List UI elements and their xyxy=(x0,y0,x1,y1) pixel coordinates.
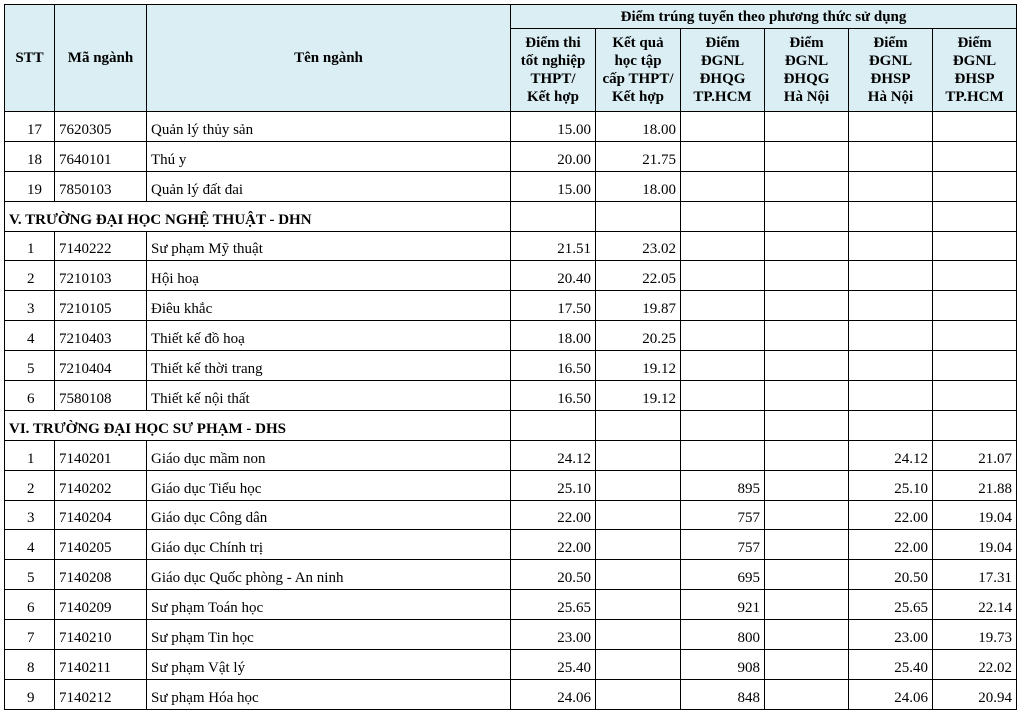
header-method-line: Kết quả xyxy=(612,35,664,51)
ma-nganh-cell: 7620305 xyxy=(55,112,147,142)
section-empty-cell xyxy=(849,201,933,231)
score-cell xyxy=(765,620,849,650)
ten-nganh-cell: Hội hoạ xyxy=(147,261,511,291)
stt-cell: 2 xyxy=(5,261,55,291)
score-cell: 20.25 xyxy=(596,321,681,351)
table-row xyxy=(5,500,1017,530)
score-cell: 24.12 xyxy=(849,440,933,470)
header-method-4 xyxy=(765,29,849,112)
score-cell: 695 xyxy=(681,560,765,590)
score-cell: 19.73 xyxy=(933,620,1017,650)
score-cell xyxy=(765,440,849,470)
score-cell xyxy=(765,351,849,381)
score-cell: 22.00 xyxy=(511,530,596,560)
ma-nganh-cell: 7580108 xyxy=(55,381,147,411)
table-row xyxy=(5,141,1017,171)
score-cell xyxy=(765,261,849,291)
score-cell: 21.88 xyxy=(933,470,1017,500)
stt-cell: 9 xyxy=(5,679,55,709)
score-cell xyxy=(933,291,1017,321)
score-cell xyxy=(681,171,765,201)
ma-nganh-cell: 7140201 xyxy=(55,440,147,470)
score-cell: 757 xyxy=(681,500,765,530)
header-method-2 xyxy=(596,29,681,112)
table-row xyxy=(5,321,1017,351)
stt-cell: 1 xyxy=(5,440,55,470)
score-cell xyxy=(596,679,681,709)
table-row xyxy=(5,560,1017,590)
table-row xyxy=(5,679,1017,709)
ten-nganh-cell: Giáo dục Tiểu học xyxy=(147,470,511,500)
section-empty-cell xyxy=(681,201,765,231)
score-cell xyxy=(849,141,933,171)
table-row xyxy=(5,351,1017,381)
score-cell: 25.65 xyxy=(511,590,596,620)
section-title: VI. TRƯỜNG ĐẠI HỌC SƯ PHẠM - DHS xyxy=(5,410,511,440)
table-row xyxy=(5,470,1017,500)
ma-nganh-cell: 7140212 xyxy=(55,679,147,709)
score-cell xyxy=(681,381,765,411)
score-cell xyxy=(849,381,933,411)
score-cell xyxy=(765,530,849,560)
stt-cell: 19 xyxy=(5,171,55,201)
ten-nganh-cell: Sư phạm Toán học xyxy=(147,590,511,620)
header-method-line: Điểm thi xyxy=(525,35,581,51)
header-method-line: ĐGNL xyxy=(868,53,913,69)
section-row xyxy=(5,201,1017,231)
score-cell: 15.00 xyxy=(511,112,596,142)
header-method-line: ĐHQG xyxy=(783,71,830,87)
section-title: V. TRƯỜNG ĐẠI HỌC NGHỆ THUẬT - DHN xyxy=(5,201,511,231)
ma-nganh-cell: 7210103 xyxy=(55,261,147,291)
score-cell xyxy=(765,470,849,500)
admission-scores-table xyxy=(4,4,1017,710)
score-cell: 757 xyxy=(681,530,765,560)
score-cell: 19.04 xyxy=(933,500,1017,530)
score-cell: 19.12 xyxy=(596,381,681,411)
header-ma-nganh: Mã ngành xyxy=(55,5,147,112)
header-method-line: Điểm xyxy=(705,35,740,51)
score-cell xyxy=(596,650,681,680)
score-cell: 16.50 xyxy=(511,381,596,411)
score-cell xyxy=(849,112,933,142)
score-cell xyxy=(681,261,765,291)
header-ten-nganh: Tên ngành xyxy=(147,5,511,112)
score-cell xyxy=(849,261,933,291)
score-cell xyxy=(849,171,933,201)
score-cell xyxy=(681,141,765,171)
score-cell: 25.40 xyxy=(511,650,596,680)
score-cell xyxy=(596,530,681,560)
header-method-line: Điểm xyxy=(957,35,992,51)
ma-nganh-cell: 7140210 xyxy=(55,620,147,650)
score-cell: 20.00 xyxy=(511,141,596,171)
section-empty-cell xyxy=(511,410,596,440)
header-method-line: Hà Nội xyxy=(867,89,914,105)
section-row xyxy=(5,410,1017,440)
ten-nganh-cell: Thú y xyxy=(147,141,511,171)
score-cell xyxy=(765,679,849,709)
table-row xyxy=(5,620,1017,650)
stt-cell: 4 xyxy=(5,530,55,560)
score-cell: 18.00 xyxy=(596,171,681,201)
table-row xyxy=(5,381,1017,411)
ma-nganh-cell: 7140211 xyxy=(55,650,147,680)
header-method-line: Hà Nội xyxy=(783,89,830,105)
ten-nganh-cell: Thiết kế thời trang xyxy=(147,351,511,381)
score-cell: 23.02 xyxy=(596,231,681,261)
score-cell xyxy=(681,351,765,381)
table-row xyxy=(5,590,1017,620)
score-cell: 19.12 xyxy=(596,351,681,381)
ten-nganh-cell: Sư phạm Mỹ thuật xyxy=(147,231,511,261)
score-cell xyxy=(765,171,849,201)
table-row xyxy=(5,171,1017,201)
score-cell xyxy=(933,141,1017,171)
score-cell: 18.00 xyxy=(511,321,596,351)
ten-nganh-cell: Sư phạm Vật lý xyxy=(147,650,511,680)
ten-nganh-cell: Điêu khắc xyxy=(147,291,511,321)
table-row xyxy=(5,291,1017,321)
score-cell: 908 xyxy=(681,650,765,680)
score-cell xyxy=(765,560,849,590)
score-cell: 25.10 xyxy=(511,470,596,500)
score-cell: 25.40 xyxy=(849,650,933,680)
score-cell: 22.00 xyxy=(849,500,933,530)
score-cell: 21.07 xyxy=(933,440,1017,470)
score-cell xyxy=(849,291,933,321)
header-method-5 xyxy=(849,29,933,112)
stt-cell: 1 xyxy=(5,231,55,261)
table-row xyxy=(5,530,1017,560)
score-cell xyxy=(765,231,849,261)
section-empty-cell xyxy=(765,410,849,440)
header-method-line: ĐHSP xyxy=(954,71,995,87)
header-method-line: cấp THPT/ xyxy=(602,71,674,87)
score-cell xyxy=(596,440,681,470)
score-cell: 17.50 xyxy=(511,291,596,321)
header-method-line: THPT/ xyxy=(530,71,576,87)
ma-nganh-cell: 7140209 xyxy=(55,590,147,620)
ten-nganh-cell: Giáo dục Quốc phòng - An ninh xyxy=(147,560,511,590)
score-cell: 21.75 xyxy=(596,141,681,171)
header-method-line: tốt nghiệp xyxy=(520,53,586,69)
ma-nganh-cell: 7210404 xyxy=(55,351,147,381)
section-empty-cell xyxy=(681,410,765,440)
score-cell: 17.31 xyxy=(933,560,1017,590)
ma-nganh-cell: 7140222 xyxy=(55,231,147,261)
score-cell: 18.00 xyxy=(596,112,681,142)
score-cell: 21.51 xyxy=(511,231,596,261)
score-cell xyxy=(681,291,765,321)
score-cell: 20.50 xyxy=(849,560,933,590)
score-cell: 20.50 xyxy=(511,560,596,590)
score-cell: 20.40 xyxy=(511,261,596,291)
section-empty-cell xyxy=(765,201,849,231)
score-cell xyxy=(933,381,1017,411)
score-cell: 22.02 xyxy=(933,650,1017,680)
score-cell xyxy=(596,500,681,530)
score-cell xyxy=(765,590,849,620)
section-empty-cell xyxy=(596,410,681,440)
score-cell: 16.50 xyxy=(511,351,596,381)
score-cell xyxy=(849,231,933,261)
score-cell: 24.06 xyxy=(511,679,596,709)
header-method-line: ĐGNL xyxy=(700,53,745,69)
table-row xyxy=(5,112,1017,142)
ma-nganh-cell: 7140202 xyxy=(55,470,147,500)
score-cell xyxy=(596,560,681,590)
header-stt: STT xyxy=(5,5,55,112)
stt-cell: 4 xyxy=(5,321,55,351)
score-cell xyxy=(849,321,933,351)
header-score-group: Điểm trúng tuyển theo phương thức sử dụng xyxy=(511,5,1017,29)
score-cell xyxy=(933,171,1017,201)
score-cell: 24.12 xyxy=(511,440,596,470)
score-cell: 22.00 xyxy=(511,500,596,530)
ten-nganh-cell: Sư phạm Hóa học xyxy=(147,679,511,709)
ten-nganh-cell: Thiết kế nội thất xyxy=(147,381,511,411)
section-empty-cell xyxy=(511,201,596,231)
score-cell xyxy=(596,620,681,650)
score-cell xyxy=(596,470,681,500)
ten-nganh-cell: Giáo dục mầm non xyxy=(147,440,511,470)
score-cell xyxy=(681,231,765,261)
score-cell xyxy=(933,231,1017,261)
score-cell xyxy=(596,590,681,620)
ten-nganh-cell: Quản lý đất đai xyxy=(147,171,511,201)
stt-cell: 6 xyxy=(5,590,55,620)
score-cell: 921 xyxy=(681,590,765,620)
header-method-line: ĐGNL xyxy=(952,53,997,69)
header-method-1 xyxy=(511,29,596,112)
score-cell: 22.05 xyxy=(596,261,681,291)
header-method-line: TP.HCM xyxy=(945,89,1004,105)
header-method-line: TP.HCM xyxy=(693,89,752,105)
score-cell: 895 xyxy=(681,470,765,500)
ten-nganh-cell: Sư phạm Tin học xyxy=(147,620,511,650)
header-method-6 xyxy=(933,29,1017,112)
score-cell xyxy=(765,112,849,142)
score-cell xyxy=(933,351,1017,381)
header-method-line: Kết hợp xyxy=(526,89,580,105)
ten-nganh-cell: Thiết kế đồ hoạ xyxy=(147,321,511,351)
section-empty-cell xyxy=(849,410,933,440)
score-cell: 25.65 xyxy=(849,590,933,620)
table-row xyxy=(5,231,1017,261)
score-cell: 800 xyxy=(681,620,765,650)
score-cell xyxy=(933,112,1017,142)
stt-cell: 7 xyxy=(5,620,55,650)
stt-cell: 6 xyxy=(5,381,55,411)
stt-cell: 5 xyxy=(5,560,55,590)
header-method-3 xyxy=(681,29,765,112)
score-cell xyxy=(681,321,765,351)
score-cell xyxy=(933,321,1017,351)
score-cell xyxy=(681,440,765,470)
ten-nganh-cell: Giáo dục Công dân xyxy=(147,500,511,530)
ma-nganh-cell: 7850103 xyxy=(55,171,147,201)
score-cell xyxy=(765,321,849,351)
score-cell xyxy=(765,141,849,171)
header-method-line: Điểm xyxy=(873,35,908,51)
score-cell: 23.00 xyxy=(849,620,933,650)
header-method-line: ĐGNL xyxy=(784,53,829,69)
stt-cell: 17 xyxy=(5,112,55,142)
stt-cell: 18 xyxy=(5,141,55,171)
ma-nganh-cell: 7640101 xyxy=(55,141,147,171)
stt-cell: 2 xyxy=(5,470,55,500)
score-cell: 20.94 xyxy=(933,679,1017,709)
score-cell xyxy=(681,112,765,142)
ma-nganh-cell: 7210105 xyxy=(55,291,147,321)
ma-nganh-cell: 7140208 xyxy=(55,560,147,590)
score-cell xyxy=(765,381,849,411)
header-method-line: Điểm xyxy=(789,35,824,51)
score-cell: 19.87 xyxy=(596,291,681,321)
stt-cell: 8 xyxy=(5,650,55,680)
score-cell: 22.00 xyxy=(849,530,933,560)
score-cell: 848 xyxy=(681,679,765,709)
table-row xyxy=(5,261,1017,291)
header-method-line: học tập xyxy=(614,53,662,69)
table-row xyxy=(5,440,1017,470)
section-empty-cell xyxy=(596,201,681,231)
score-cell: 23.00 xyxy=(511,620,596,650)
ma-nganh-cell: 7210403 xyxy=(55,321,147,351)
score-cell xyxy=(765,291,849,321)
section-empty-cell xyxy=(933,201,1017,231)
header-method-line: ĐHSP xyxy=(870,71,911,87)
score-cell: 19.04 xyxy=(933,530,1017,560)
score-cell: 24.06 xyxy=(849,679,933,709)
score-cell: 25.10 xyxy=(849,470,933,500)
header-method-line: ĐHQG xyxy=(699,71,746,87)
ma-nganh-cell: 7140204 xyxy=(55,500,147,530)
table-row xyxy=(5,650,1017,680)
ten-nganh-cell: Quản lý thủy sản xyxy=(147,112,511,142)
score-cell xyxy=(765,650,849,680)
stt-cell: 3 xyxy=(5,291,55,321)
score-cell xyxy=(933,261,1017,291)
stt-cell: 3 xyxy=(5,500,55,530)
score-cell xyxy=(765,500,849,530)
score-cell: 15.00 xyxy=(511,171,596,201)
stt-cell: 5 xyxy=(5,351,55,381)
score-cell xyxy=(849,351,933,381)
ten-nganh-cell: Giáo dục Chính trị xyxy=(147,530,511,560)
ma-nganh-cell: 7140205 xyxy=(55,530,147,560)
header-method-line: Kết hợp xyxy=(611,89,665,105)
score-cell: 22.14 xyxy=(933,590,1017,620)
section-empty-cell xyxy=(933,410,1017,440)
